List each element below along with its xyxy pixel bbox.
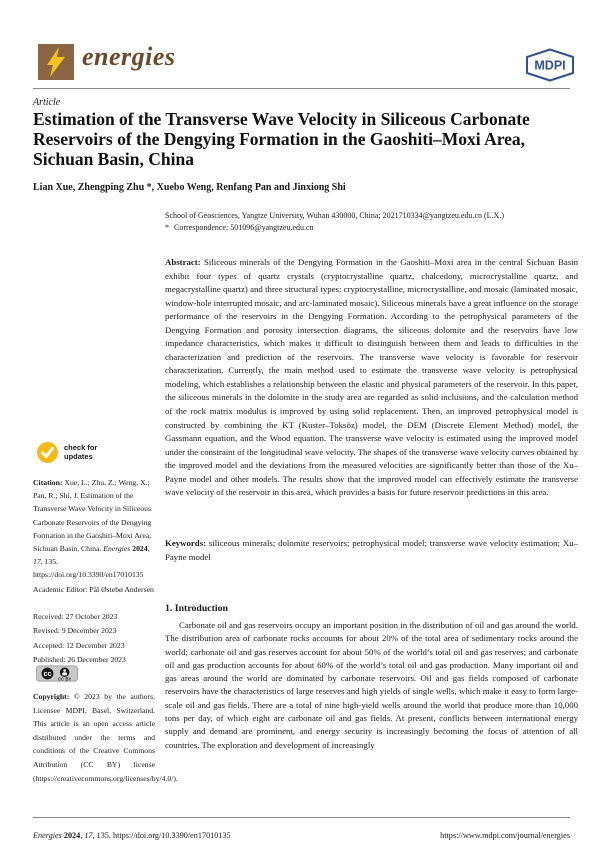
keywords-label: Keywords:	[165, 538, 207, 548]
citation-doi-link[interactable]: , 135. https://doi.org/10.3390/en17010135	[33, 557, 144, 580]
footer-journal-url[interactable]: https://www.mdpi.com/journal/energies	[440, 831, 570, 840]
article-type-label: Article	[33, 97, 61, 108]
mdpi-logo[interactable]	[524, 48, 576, 82]
article-dates	[33, 610, 155, 668]
paper-title: Estimation of the Transverse Wave Velocity in Siliceous Carbonate Reservoirs of the Dengying Formation in the Gaoshiti–Moxi Area, Sichuan Basin, China	[33, 109, 530, 169]
copyright-notice	[33, 690, 178, 785]
journal-name: energies	[82, 42, 176, 71]
footer-divider	[33, 817, 570, 818]
svg-text:cc: cc	[43, 670, 52, 679]
revised-date: Revised: 9 December 2023	[33, 626, 117, 636]
affiliation-block	[165, 211, 578, 233]
header-divider	[33, 88, 570, 89]
check-for-updates-button[interactable]	[36, 441, 97, 464]
keywords-text: siliceous minerals; dolomite reservoirs; petrophysical model; transverse wave velocity estimation; Xu–Payne model	[165, 538, 578, 562]
copyright-label: Copyright:	[33, 692, 70, 701]
cc-by-label: CC BY	[57, 676, 72, 682]
check-circle-icon	[36, 441, 59, 464]
check-for-updates-label: check for updates	[64, 443, 98, 461]
academic-editor: Academic Editor: Pål Østebø Andersen	[33, 585, 154, 594]
copyright-text: © 2023 by the authors. Licensee MDPI, Basel, Switzerland. This article is an open access article distributed under the terms and conditions of the Creative Commons Attribution (CC BY) license (https://creativecommons.org/licenses/by/4.0/).	[33, 692, 178, 783]
published-date: Published: 26 December 2023	[33, 655, 126, 665]
section-heading-introduction: 1. Introduction	[165, 603, 228, 614]
footer-doi-link[interactable]: , 135. https://doi.org/10.3390/en17010135	[92, 831, 231, 840]
affiliation-line: School of Geosciences, Yangtze University, Wuhan 430000, China; 2021710334@yangtzeu.edu.cn (L.X.)	[165, 211, 504, 220]
citation-label: Citation:	[33, 478, 63, 487]
correspondence-star: *	[165, 222, 169, 232]
accepted-date: Accepted: 12 December 2023	[33, 640, 125, 650]
citation-block: Citation: Xue, L.; Zhu, Z.; Weng, X.; Pan, R.; Shi, J. Estimation of the Transverse Wave Velocity in Siliceous Carbonate Reservoirs of the Dengying Formation in the Gaoshiti–Moxi Area, Sichuan Basin, China. Energies 2024, 17, 135. https://doi.org/10.3390/en17010135	[33, 478, 152, 580]
cc-by-license-badge[interactable]	[36, 665, 78, 682]
abstract	[165, 256, 578, 500]
introduction-paragraph: Carbonate oil and gas reservoirs occupy an important position in the distribution of oil and gas around the world. The distribution area of carbonate rocks accounts for about 20% of the total area of sedimentary rocks around the world; carbonate oil and gas reserves account for about 50% of the world’s total oil and gas reserves; and carbonate oil and gas production accounts for about 60% of the world’s total oil and gas production. Many important oil and gas areas around the world are dominated by carbonate reservoirs. Oil and gas fields composed of carbonate reservoirs have the characteristics of large reserves and high yields of single wells, which make it easy to form large-scale oil and gas fields. There are a total of nine high-yield wells around the world that produce more than 10,000 tons per day, of which eight are carbonate oil and gas fields. At present, conflicts between international energy supply and demand are prominent, and energy security is increasingly becoming the focus of attention of all countries. The exploration and development of increasingly	[165, 620, 578, 750]
correspondence-line[interactable]	[165, 223, 578, 234]
energies-logo	[38, 44, 74, 80]
abstract-text: Siliceous minerals of the Dengying Formation in the Gaoshiti–Moxi area in the central Sichuan Basin exhibit four types of quartz crystals (cryptocrystalline quartz, chalcedony, microcrystalline quartz, and megacrystalline quartz) and three structural types: cryptocrystalline, microcrystalline, and mosaic (laminated mosaic, window-hole interrupted mosaic, and arc-laminated mosaic). Siliceous minerals have a great influence on the storage performance of the reservoirs in the Dengying Formation. According to the petrophysical parameters of the Dengying Formation and porosity intersection diagrams, the siliceous dolomite and the reservoirs have low impedance characteristics, which makes it difficult to distinguish between them and leads to difficulties in the characterization and prediction of the reservoirs. The transverse wave velocity is favorable for reservoir characterization. Currently, the main method used to estimate the transverse wave velocity is petrophysical modeling, which establishes a relationship between the elastic and physical parameters of the reservoir. In this paper, the siliceous minerals in the dolomite in the study area are regarded as solid inclusions, and the calculation method of the rock matrix modulus is improved by using solid replacement. Then, an improved petrophysical model is constructed by combining the KT (Kuster–Toksöz) model, the DEM (Discrete Element Method) model, the Gassmann equation, and the Wood equation. The transverse wave velocity is estimated using the improved model under the constraint of the longitudinal wave velocity. The shapes of the transverse wave velocity curves obtained by the improved model and the deviations from the measured velocities are significantly better than those of the Xu–Payne model and other models. The results show that the improved model can effectively estimate the transverse wave velocity of the reservoir in this area, which provides a basis for future reservoir predictions in this area.	[165, 257, 578, 498]
mdpi-logo-text: MDPI	[534, 58, 566, 73]
lightning-bolt-icon	[38, 44, 74, 80]
keywords	[165, 537, 578, 564]
correspondence-email[interactable]: Correspondence: 501096@yangtzeu.edu.cn	[174, 222, 314, 232]
author-list: Lian Xue, Zhengping Zhu *, Xuebo Weng, Renfang Pan and Jinxiong Shi	[33, 182, 346, 193]
received-date: Received: 27 October 2023	[33, 612, 118, 621]
citation-journal: Energies	[101, 544, 131, 554]
footer-citation[interactable]: Energies 2024, 17, 135. https://doi.org/10.3390/en17010135	[33, 831, 231, 840]
abstract-label: Abstract:	[165, 257, 201, 267]
